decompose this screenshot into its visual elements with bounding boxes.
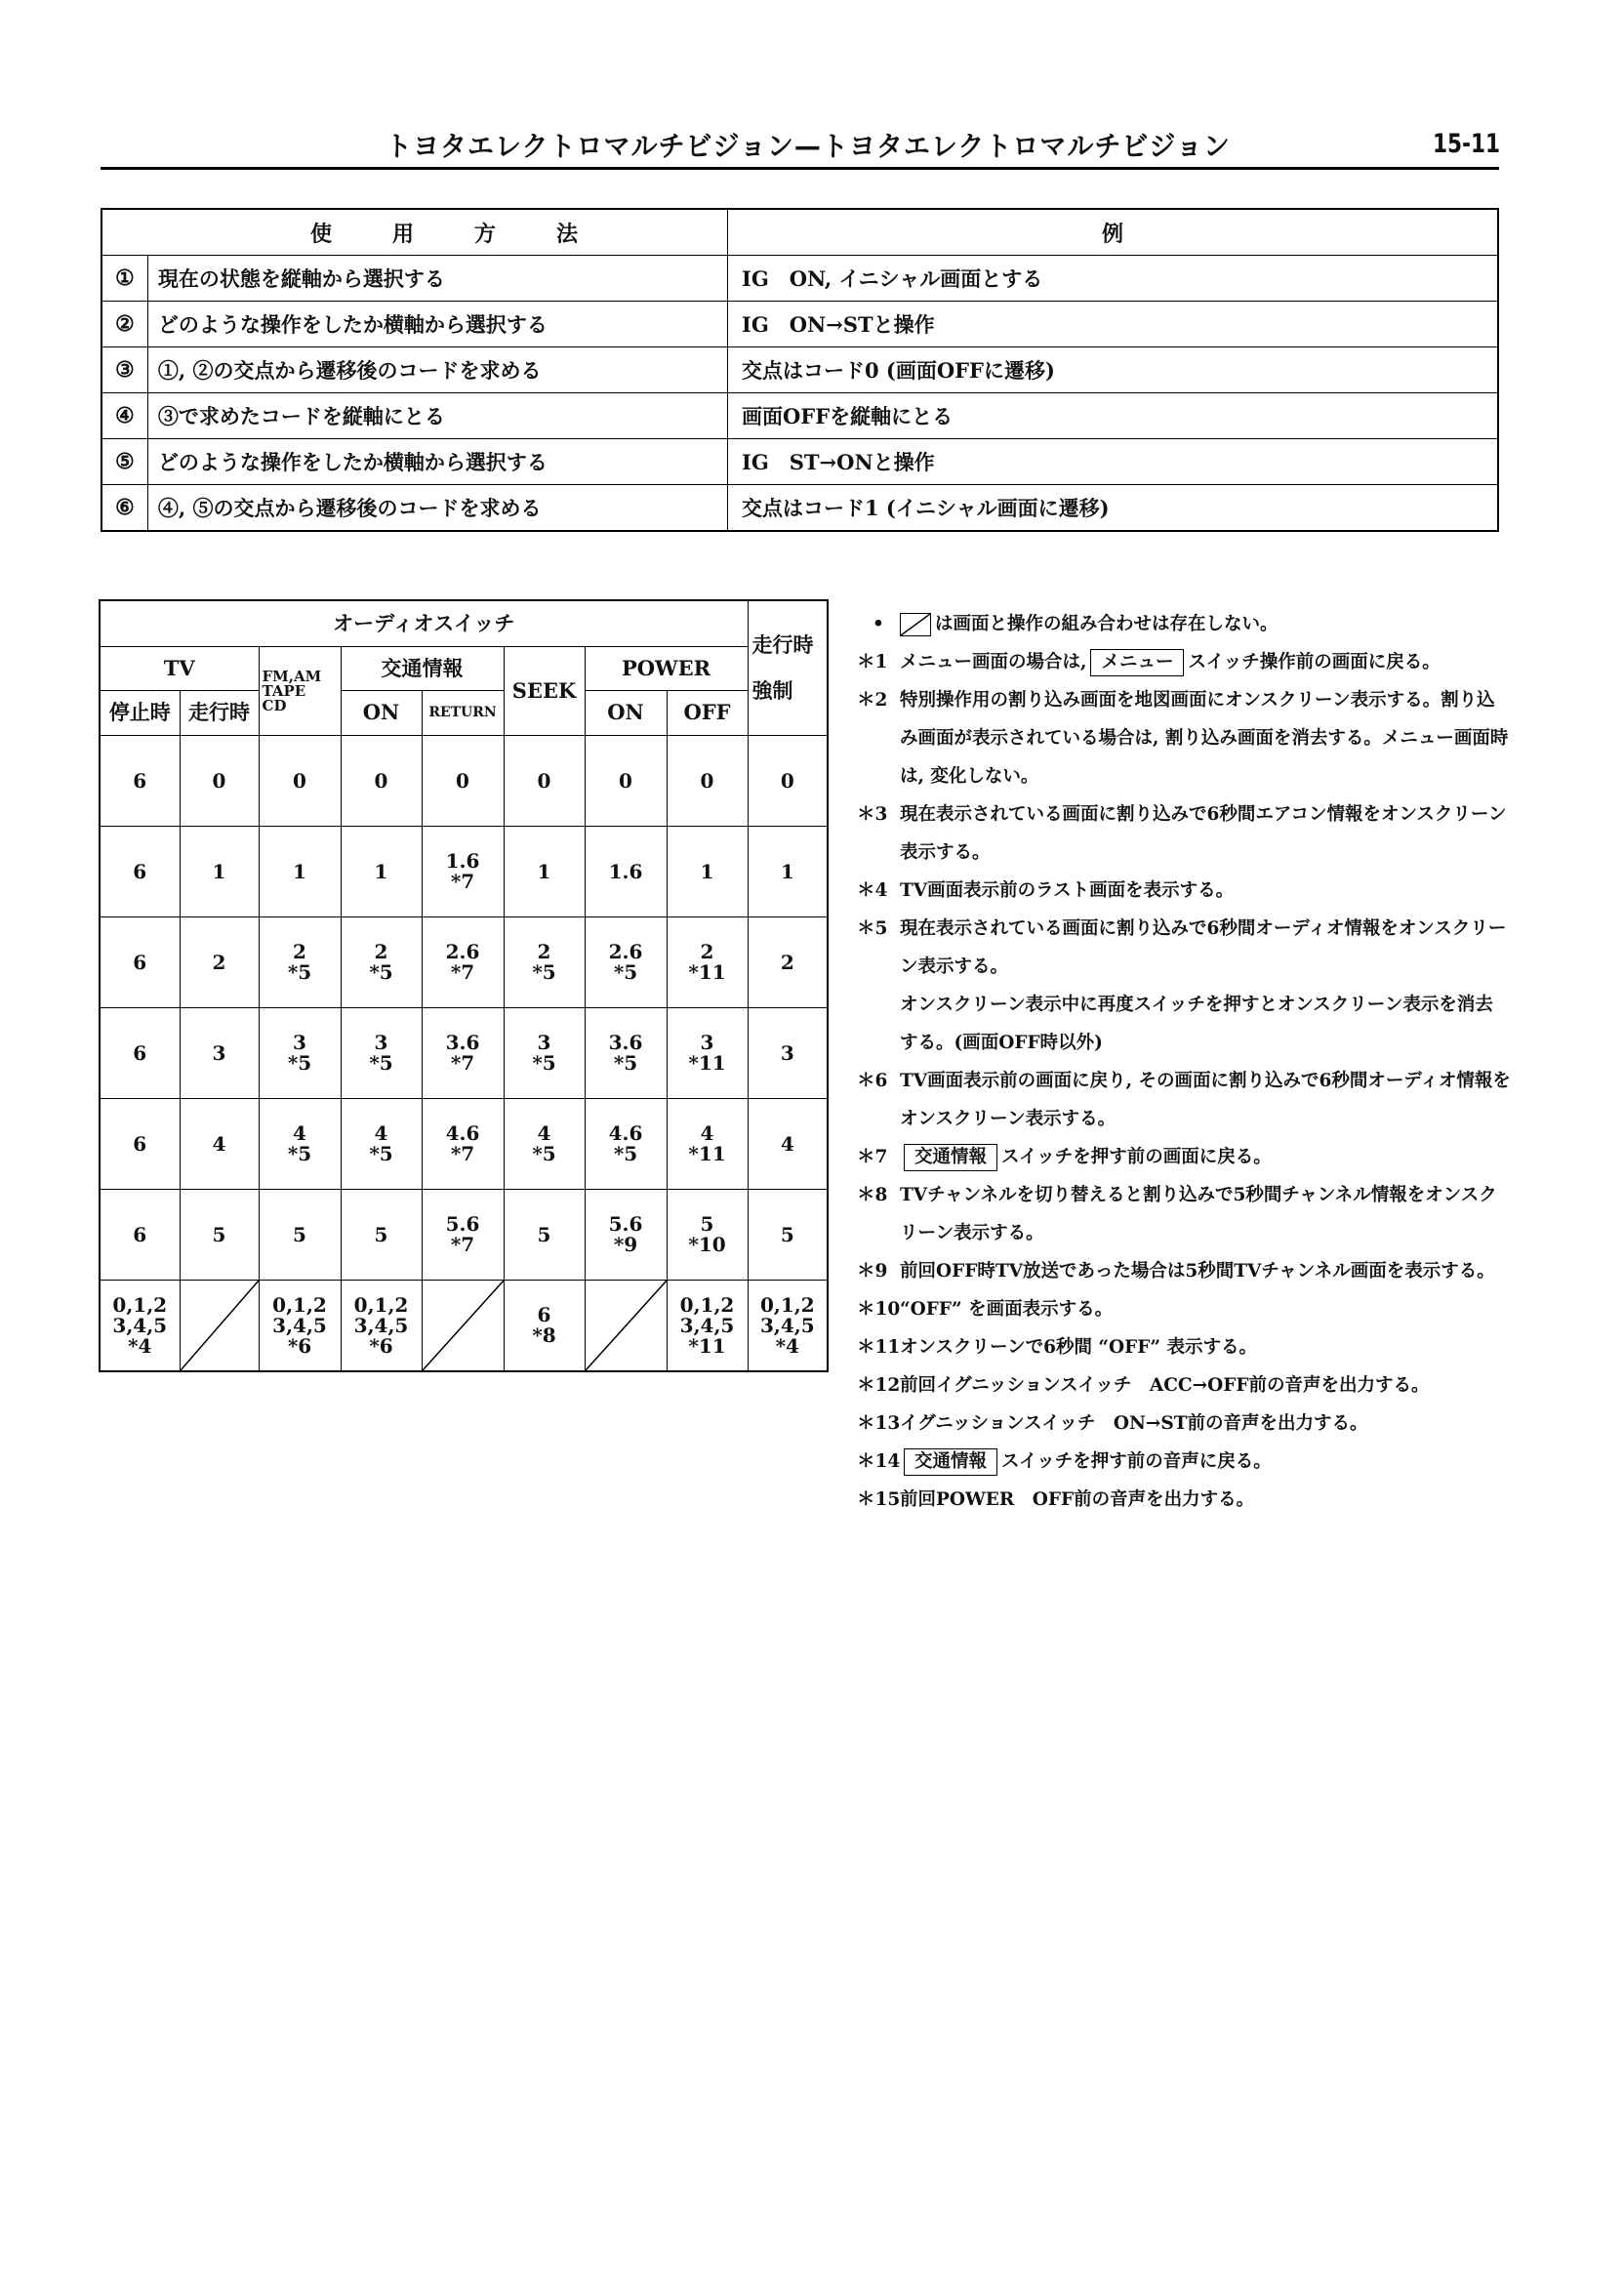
footnote-text: スイッチ操作前の画面に戻る。 [1188, 652, 1441, 672]
code-cell [422, 827, 504, 917]
traffic-on-header: ON [341, 691, 422, 736]
table-header-row [100, 600, 828, 647]
code-value: *6 [287, 1333, 312, 1358]
footnote [857, 1252, 1511, 1290]
code-cell [504, 827, 585, 917]
footnote-mark: ＊1 [857, 652, 888, 672]
code-cell [341, 1190, 422, 1281]
code-cell [259, 1099, 341, 1190]
code-cell [100, 1008, 180, 1099]
footnote-text: 現在表示されている画面に割り込みで6秒間エアコン情報をオンスクリーン表示する。 [900, 804, 1507, 863]
fm-am-tape-cd-header [259, 647, 341, 736]
code-value: 3 [212, 1040, 226, 1065]
footnote [857, 1062, 1511, 1138]
header-line: FM,AM [262, 667, 322, 685]
code-cell [259, 827, 341, 917]
traffic-info-header: 交通情報 [341, 647, 504, 691]
footnote [857, 643, 1511, 681]
code-cell [100, 1099, 180, 1190]
code-cell [100, 827, 180, 917]
code-cell [422, 1008, 504, 1099]
step-number: ① [102, 256, 147, 302]
code-cell [585, 1008, 667, 1099]
footnote [857, 1290, 1511, 1328]
footnote-text: イグニッションスイッチ ON→ST前の音声を出力する。 [900, 1413, 1368, 1434]
footnote-text: TV画面表示前のラスト画面を表示する。 [900, 880, 1235, 901]
footnote [857, 1138, 1511, 1176]
switch-label-box: 交通情報 [904, 1448, 997, 1476]
code-value: 2.6 [608, 940, 643, 963]
step-method: ①, ②の交点から遷移後のコードを求める [147, 347, 727, 393]
footnote-mark: ＊10 [857, 1299, 901, 1320]
code-value: 3.6 [445, 1031, 480, 1054]
code-value: 3 [293, 1031, 306, 1054]
code-value: 1.6 [608, 859, 643, 883]
code-cell [422, 917, 504, 1008]
code-row [100, 1190, 828, 1281]
step-number: ④ [102, 393, 147, 439]
code-row [100, 917, 828, 1008]
footnote-text: 前回POWER OFF前の音声を出力する。 [900, 1489, 1255, 1510]
code-value: *5 [369, 960, 393, 984]
footnote-mark: ＊6 [857, 1071, 888, 1091]
footnote [857, 1328, 1511, 1366]
code-cell [504, 1099, 585, 1190]
code-value: *5 [287, 1051, 312, 1075]
step-number: ② [102, 302, 147, 347]
code-value: 4 [780, 1131, 794, 1156]
code-value: 2 [374, 940, 388, 963]
code-cell [667, 1099, 748, 1190]
code-value: *5 [287, 1142, 312, 1165]
code-cell [259, 1190, 341, 1281]
code-value: 1 [700, 859, 714, 883]
usage-row [102, 347, 1498, 393]
code-value: 0 [374, 768, 388, 793]
transition-code-table [99, 599, 829, 1372]
code-value: 2 [537, 940, 551, 963]
footnote-text: 特別操作用の割り込み画面を地図画面にオンスクリーン表示する。割り込み画面が表示されている場合は, 割り込み画面を消去する。メニュー画面時は, 変化しない。 [900, 690, 1509, 787]
code-value: 2 [293, 940, 306, 963]
code-value: 5 [212, 1222, 226, 1246]
forced-driving-header [748, 600, 828, 736]
code-value: 6 [133, 1222, 147, 1246]
footnote-text: TVチャンネルを切り替えると割り込みで5秒間チャンネル情報をオンスクリーン表示する。 [900, 1185, 1497, 1243]
footnote-mark: ＊13 [857, 1413, 901, 1434]
code-row [100, 827, 828, 917]
code-value: *5 [532, 1051, 556, 1075]
code-value: 1 [374, 859, 388, 883]
code-value: 0,1,2 [353, 1292, 409, 1317]
code-cell [341, 1099, 422, 1190]
code-cell [504, 1281, 585, 1372]
code-cell [585, 1190, 667, 1281]
code-value: 1.6 [445, 849, 480, 873]
footnote-text: TV画面表示前の画面に戻り, その画面に割り込みで6秒間オーディオ情報をオンスクリーン表示する。 [900, 1071, 1511, 1129]
footnote-text: 前回OFF時TV放送であった場合は5秒間TVチャンネル画面を表示する。 [900, 1261, 1495, 1282]
footnote-mark: ＊4 [857, 880, 888, 901]
code-value: 0 [537, 768, 551, 793]
footnote-mark: ＊5 [857, 918, 888, 939]
code-cell [341, 917, 422, 1008]
code-cell [341, 827, 422, 917]
code-value: 3.6 [608, 1031, 643, 1054]
audio-switch-header: オーディオスイッチ [100, 600, 748, 647]
code-value: 0,1,2 [759, 1292, 815, 1317]
footnote-mark: ＊9 [857, 1261, 888, 1282]
code-cell [180, 827, 259, 917]
header-line: CD [262, 696, 287, 714]
code-cell [100, 1281, 180, 1372]
code-value: 0,1,2 [679, 1292, 735, 1317]
step-method: ④, ⑤の交点から遷移後のコードを求める [147, 485, 727, 532]
footnote [857, 605, 1511, 643]
table-header-row [100, 691, 828, 736]
usage-table-header-row [102, 209, 1498, 256]
footnote [857, 1481, 1511, 1519]
code-value: 6 [133, 859, 147, 883]
code-value: *5 [369, 1051, 393, 1075]
code-value: 5.6 [445, 1212, 480, 1236]
code-cell [748, 1190, 828, 1281]
switch-label-box: メニュー [1090, 649, 1184, 676]
footnote [857, 1366, 1511, 1405]
code-cell [504, 736, 585, 827]
code-value: 2 [700, 940, 714, 963]
code-value: *4 [128, 1333, 152, 1358]
step-example: 画面OFFを縦軸にとる [728, 393, 1499, 439]
step-example: IG ST→ONと操作 [728, 439, 1499, 485]
traffic-return-header: RETURN [422, 691, 504, 736]
code-cell [180, 917, 259, 1008]
code-cell [504, 1008, 585, 1099]
code-value: *9 [613, 1233, 638, 1256]
tv-header: TV [100, 647, 259, 691]
step-number: ⑥ [102, 485, 147, 532]
code-value: *5 [369, 1142, 393, 1165]
code-value: 4 [374, 1121, 388, 1145]
code-value: 3 [537, 1031, 551, 1054]
step-method: どのような操作をしたか横軸から選択する [147, 439, 727, 485]
usage-row [102, 256, 1498, 302]
code-value: 4.6 [608, 1121, 643, 1145]
step-example: IG ON→STと操作 [728, 302, 1499, 347]
code-value: *5 [532, 960, 556, 984]
code-value: 1 [293, 859, 306, 883]
code-cell [748, 1281, 828, 1372]
no-combination-cell [422, 1281, 504, 1372]
code-cell [585, 917, 667, 1008]
code-value: 3 [780, 1040, 794, 1065]
code-cell [748, 736, 828, 827]
code-cell [341, 1008, 422, 1099]
footnote-text: メニュー画面の場合は, [900, 652, 1087, 672]
code-value: 3 [374, 1031, 388, 1054]
header-line: TAPE [262, 681, 306, 700]
code-value: 6 [133, 1131, 147, 1156]
code-value: *6 [369, 1333, 393, 1358]
code-value: 4.6 [445, 1121, 480, 1145]
footnote [857, 872, 1511, 910]
header-char: 法 [556, 221, 579, 247]
code-value: *4 [775, 1333, 799, 1358]
power-on-header: ON [585, 691, 667, 736]
code-cell [422, 1190, 504, 1281]
usage-row [102, 393, 1498, 439]
footnote-mark: ＊7 [857, 1147, 888, 1167]
seek-header: SEEK [504, 647, 585, 736]
no-combination-cell [585, 1281, 667, 1372]
side-header-line: 強制 [751, 677, 793, 703]
code-value: 3,4,5 [353, 1313, 409, 1337]
code-value: 2.6 [445, 940, 480, 963]
code-cell [100, 736, 180, 827]
tv-driving-header: 走行時 [180, 691, 259, 736]
step-number: ③ [102, 347, 147, 393]
code-value: 3,4,5 [679, 1313, 735, 1337]
code-value: *11 [688, 1051, 726, 1075]
footnote [857, 681, 1511, 795]
step-example: 交点はコード1 (イニシャル画面に遷移) [728, 485, 1499, 532]
code-value: *11 [688, 960, 726, 984]
code-value: *5 [613, 1051, 638, 1075]
code-value: 4 [293, 1121, 306, 1145]
footnote-text: “OFF” を画面表示する。 [900, 1299, 1114, 1320]
code-cell [341, 736, 422, 827]
code-value: 0 [619, 768, 632, 793]
code-cell [667, 736, 748, 827]
code-value: 0,1,2 [272, 1292, 327, 1317]
code-row [100, 1281, 828, 1372]
code-row [100, 1099, 828, 1190]
code-value: *8 [532, 1323, 556, 1347]
footnote-text: スイッチを押す前の音声に戻る。 [1001, 1451, 1272, 1472]
code-value: *7 [450, 960, 475, 984]
switch-label-box: 交通情報 [904, 1144, 997, 1171]
footnote-mark: ＊14 [857, 1451, 901, 1472]
footnote [857, 1443, 1511, 1481]
side-header-line: 走行時 [751, 632, 814, 658]
footnote-mark: ＊15 [857, 1489, 901, 1510]
code-cell [585, 827, 667, 917]
step-example: 交点はコード0 (画面OFFに遷移) [728, 347, 1499, 393]
code-cell [100, 1190, 180, 1281]
code-cell [180, 1008, 259, 1099]
step-method: 現在の状態を縦軸から選択する [147, 256, 727, 302]
header-char: 用 [391, 221, 474, 247]
code-value: *5 [613, 1142, 638, 1165]
code-cell [422, 736, 504, 827]
usage-method-header [102, 209, 728, 256]
header-rule [101, 167, 1499, 170]
footnote-mark: ＊11 [857, 1337, 901, 1358]
diagonal-slash-icon [423, 1281, 504, 1370]
code-value: 3,4,5 [759, 1313, 815, 1337]
footnote [857, 795, 1511, 872]
code-value: 0 [212, 768, 226, 793]
code-cell [585, 736, 667, 827]
code-value: 6 [133, 950, 147, 974]
code-value: *11 [688, 1142, 726, 1165]
footnote-mark: ＊2 [857, 690, 888, 711]
footnote-mark: ＊3 [857, 804, 888, 825]
code-cell [259, 917, 341, 1008]
code-cell [422, 1099, 504, 1190]
code-cell [748, 917, 828, 1008]
code-value: 0 [700, 768, 714, 793]
footnote [857, 1176, 1511, 1252]
code-cell [585, 1099, 667, 1190]
footnote-text: オンスクリーンで6秒間 “OFF” 表示する。 [900, 1337, 1257, 1358]
code-value: *7 [450, 1051, 475, 1075]
code-value: 3,4,5 [112, 1313, 168, 1337]
code-value: *7 [450, 1233, 475, 1256]
code-cell [667, 1281, 748, 1372]
step-example: IG ON, イニシャル画面とする [728, 256, 1499, 302]
usage-table [101, 208, 1499, 532]
code-value: 2 [212, 950, 226, 974]
code-value: *11 [688, 1333, 726, 1358]
code-value: *5 [532, 1142, 556, 1165]
code-value: 0 [456, 768, 469, 793]
footnote-text: は画面と操作の組み合わせは存在しない。 [935, 614, 1279, 634]
code-cell [748, 827, 828, 917]
code-cell [100, 917, 180, 1008]
code-cell [180, 1190, 259, 1281]
code-value: 0,1,2 [112, 1292, 168, 1317]
page-title: トヨタエレクトロマルチビジョン—トヨタエレクトロマルチビジョン [386, 131, 1231, 163]
code-value: 3,4,5 [272, 1313, 327, 1337]
code-value: *5 [287, 960, 312, 984]
footnote-text: 前回イグニッションスイッチ ACC→OFF前の音声を出力する。 [900, 1375, 1430, 1396]
code-value: 6 [133, 1040, 147, 1065]
header-char: 方 [474, 221, 557, 247]
code-value: 1 [780, 859, 794, 883]
code-cell [748, 1008, 828, 1099]
footnote [857, 910, 1511, 1062]
step-method: どのような操作をしたか横軸から選択する [147, 302, 727, 347]
code-cell [504, 1190, 585, 1281]
code-value: 5 [780, 1222, 794, 1246]
table-header-row [100, 647, 828, 691]
code-value: 5 [700, 1212, 714, 1236]
no-combination-cell [180, 1281, 259, 1372]
code-value: 4 [700, 1121, 714, 1145]
code-value: 0 [293, 768, 306, 793]
usage-row [102, 485, 1498, 532]
code-value: *7 [450, 870, 475, 893]
code-row [100, 736, 828, 827]
code-value: *7 [450, 1142, 475, 1165]
usage-row [102, 439, 1498, 485]
usage-row [102, 302, 1498, 347]
code-cell [667, 917, 748, 1008]
usage-example-header: 例 [728, 209, 1499, 256]
slash-box-icon [900, 613, 931, 636]
code-cell [504, 917, 585, 1008]
code-value: 1 [212, 859, 226, 883]
code-cell [667, 1008, 748, 1099]
footnote [857, 1405, 1511, 1443]
code-value: 2 [780, 950, 794, 974]
code-value: 6 [537, 1303, 551, 1326]
code-cell [180, 736, 259, 827]
footnote-text: 現在表示されている画面に割り込みで6秒間オーディオ情報をオンスクリーン表示する。 [900, 918, 1507, 977]
tv-stopped-header: 停止時 [100, 691, 180, 736]
footnote-mark: ＊12 [857, 1375, 901, 1396]
header-char: 使 [309, 221, 392, 247]
code-value: 5 [293, 1222, 306, 1246]
code-cell [748, 1099, 828, 1190]
code-value: 5.6 [608, 1212, 643, 1236]
code-cell [180, 1099, 259, 1190]
page-number: 15-11 [1433, 129, 1501, 159]
code-cell [259, 736, 341, 827]
code-cell [259, 1281, 341, 1372]
code-value: *10 [688, 1233, 726, 1256]
code-value: 4 [537, 1121, 551, 1145]
code-cell [667, 827, 748, 917]
power-header: POWER [585, 647, 748, 691]
code-value: 5 [374, 1222, 388, 1246]
code-row [100, 1008, 828, 1099]
diagonal-slash-icon [586, 1281, 667, 1370]
code-cell [667, 1190, 748, 1281]
diagonal-slash-icon [181, 1281, 259, 1370]
footnote-mark: • [873, 614, 884, 634]
code-value: 4 [212, 1131, 226, 1156]
code-value: 0 [780, 768, 794, 793]
footnote-text: スイッチを押す前の画面に戻る。 [1001, 1147, 1272, 1167]
code-value: 6 [133, 768, 147, 793]
code-cell [259, 1008, 341, 1099]
code-value: 1 [537, 859, 551, 883]
step-method: ③で求めたコードを縦軸にとる [147, 393, 727, 439]
code-value: 3 [700, 1031, 714, 1054]
code-value: *5 [613, 960, 638, 984]
step-number: ⑤ [102, 439, 147, 485]
footnote-text: オンスクリーン表示中に再度スイッチを押すとオンスクリーン表示を消去する。(画面OFF時以外) [900, 995, 1493, 1053]
footnote-mark: ＊8 [857, 1185, 888, 1205]
code-value: 5 [537, 1222, 551, 1246]
notes-list [857, 605, 1511, 1519]
power-off-header: OFF [667, 691, 748, 736]
code-cell [341, 1281, 422, 1372]
